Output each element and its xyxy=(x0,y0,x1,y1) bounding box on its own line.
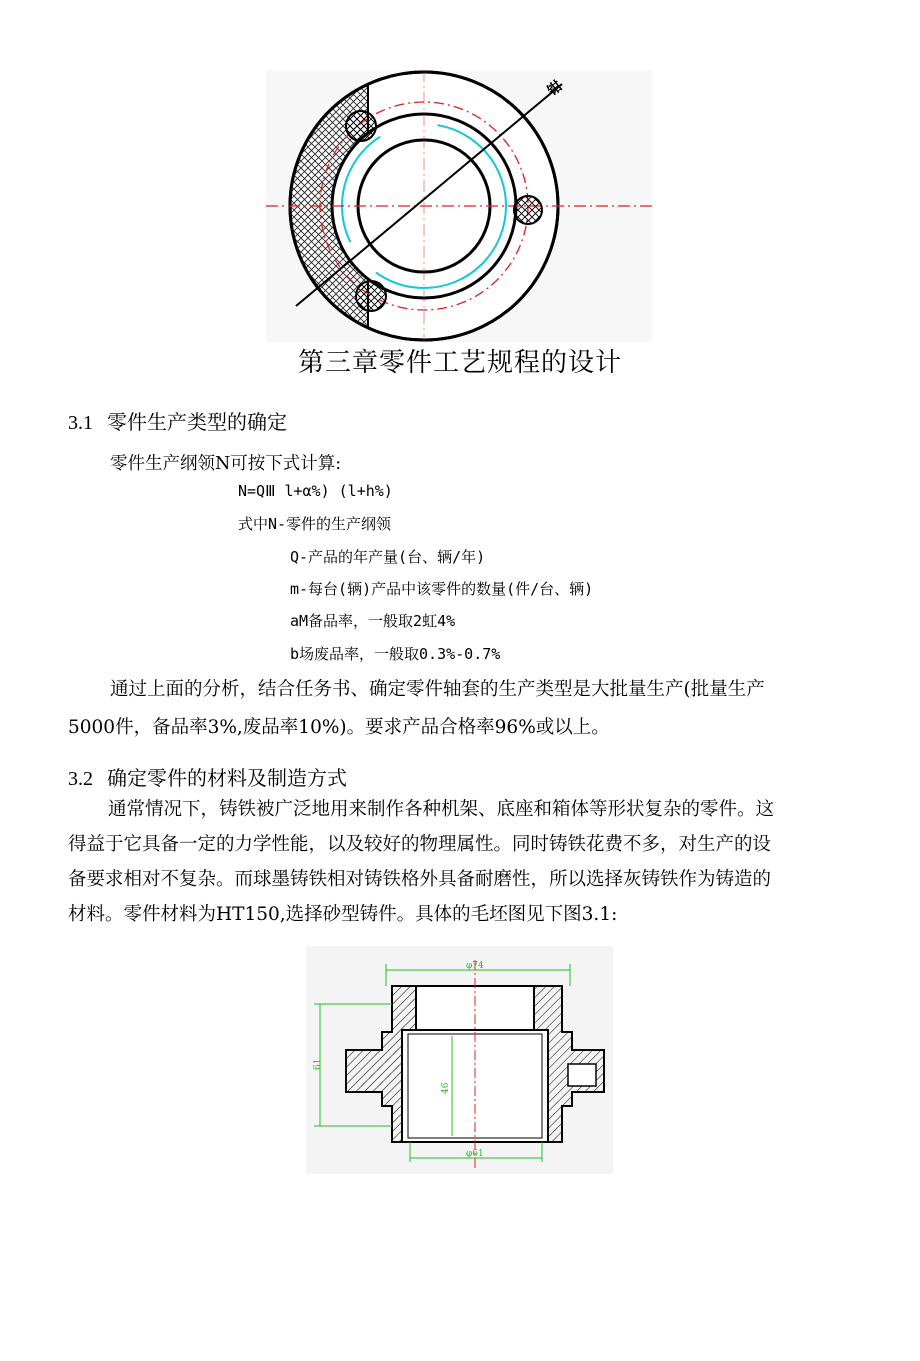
chapter-title: 第三章零件工艺规程的设计 xyxy=(297,348,622,378)
section-number: 3.1 xyxy=(68,412,93,434)
formula-var: b场废品率，一般取0.3%-0.7% xyxy=(290,645,501,663)
flange-top-view-figure xyxy=(266,70,652,342)
formula-var: m-每台(辆)产品中该零件的数量(件/台、辆) xyxy=(290,580,594,598)
formula-var: Q-产品的年产量(台、辆/年) xyxy=(290,548,486,566)
section-title: 确定零件的材料及制造方式 xyxy=(107,766,347,790)
dim-top: φ74 xyxy=(466,961,484,971)
section-title: 零件生产类型的确定 xyxy=(107,410,287,434)
paragraph-line: 材料。零件材料为HT150,选择砂型铸件。具体的毛坯图见下图3.1: xyxy=(68,904,618,925)
section-label: 钳 xyxy=(544,78,566,100)
blank-section-figure xyxy=(306,946,613,1174)
conclusion-line: 5000件，备品率3%,废品率10%)。要求产品合格率96%或以上。 xyxy=(68,717,610,738)
section-heading-3-1 xyxy=(68,406,287,435)
formula: N=QⅢ l+α%) (l+h%) xyxy=(238,482,393,500)
section-heading-3-2 xyxy=(68,762,347,791)
section-number: 3.2 xyxy=(68,768,93,790)
dim-mid: 46 xyxy=(441,1082,451,1094)
dim-left: 61 xyxy=(313,1058,323,1070)
formula-intro: 零件生产纲领N可按下式计算: xyxy=(110,454,342,474)
paragraph-line: 备要求相对不复杂。而球墨铸铁相对铸铁格外具备耐磨性，所以选择灰铸铁作为铸造的 xyxy=(68,869,772,890)
paragraph-line: 通常情况下，铸铁被广泛地用来制作各种机架、底座和箱体等形状复杂的零件。这 xyxy=(108,799,775,820)
conclusion-line: 通过上面的分析，结合任务书、确定零件轴套的生产类型是大批量生产(批量生产 xyxy=(110,679,765,700)
dim-bottom: φ61 xyxy=(466,1149,484,1159)
formula-where: 式中N-零件的生产纲领 xyxy=(238,515,392,533)
paragraph-line: 得益于它具备一定的力学性能，以及较好的物理属性。同时铸铁花费不多，对生产的设 xyxy=(68,834,772,855)
formula-var: aM备品率，一般取2虹4% xyxy=(290,612,456,630)
